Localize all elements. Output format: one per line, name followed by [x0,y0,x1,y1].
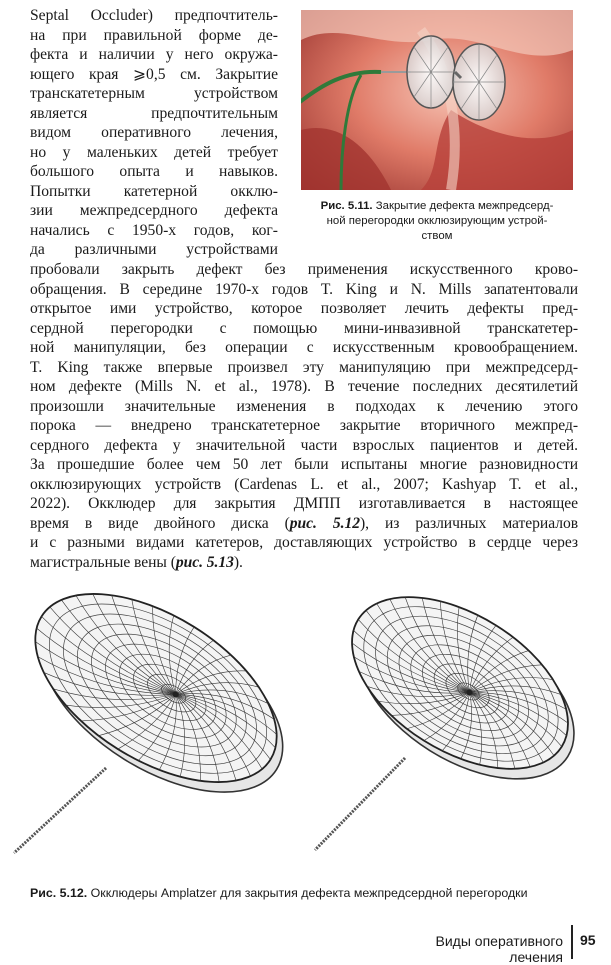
occluder-disc [315,588,585,850]
figure-5-12-label: Рис. 5.12. [30,886,88,900]
page-number: 95 [580,932,596,948]
figure-5-11-caption [297,199,577,244]
text-line: окклюзирующих устройств (Cardenas L. et al., 2007; Kashyap T. et al., [30,475,578,493]
text-line: сердной перегородки с помощью мини-инвазивной транскатетер- [30,319,578,337]
figure-5-11-heart-occluder-image [301,10,573,190]
footer-divider [571,925,573,959]
caption-line: Закрытие дефекта межпредсерд- [372,200,554,212]
text-line: T. King также впервые произвел эту манипуляцию при межпредсерд- [30,358,578,376]
text-line: сердного дефекта у значительной части взрослых пациентов и детей. [30,436,578,454]
text-line: Попытки катетерной окклю- [30,182,278,200]
text-line: транскатетерным устройством [30,85,278,102]
text-fragment: ), из различных материалов [359,514,579,532]
figure-5-12-occluder-right-image [295,588,585,868]
body-text-left-column [30,6,278,260]
text-line: открытое ими устройство, которое позволяет лечить дефекты пред- [30,300,578,317]
text-line: Septal Occluder) предпочтитель- [30,7,278,24]
text-line: пробовали закрыть дефект без применения искусственного крово- [30,261,578,278]
figure-reference: рис. 5.13 [175,553,234,571]
text-fragment: ). [233,553,243,571]
text-line: видом оперативного лечения, [30,124,278,141]
caption-line: ной перегородки окклюзирующим устрой- [326,215,548,227]
figure-5-12-caption-text: Окклюдеры Amplatzer для закрытия дефекта межпредсердной перегородки [87,886,528,900]
text-line: ющего края ⩾0,5 см. Закрытие [30,65,278,83]
text-fragment: время в виде двойного диска ( [30,514,290,532]
text-line: на при правильной форме де- [30,26,278,44]
text-line [30,514,578,534]
figure-reference: рис. 5.12 [289,514,360,532]
caption-line: ством [421,230,453,242]
text-line: начались с 1950-х годов, ког- [30,221,278,239]
figure-5-12-occluder-left-image [6,588,291,868]
text-line: обращения. В середине 1970-х годов T. King и N. Mills запатентовали [30,280,578,298]
text-line: 2022). Окклюдер для закрытия ДМПП изготавливается в настоящее [30,495,578,512]
figure-5-12-caption [30,885,590,901]
running-footer-section-title: Виды оперативного лечения [435,933,563,965]
text-line: большого опыта и навыков. [30,163,278,180]
text-line: да различными устройствами [30,241,278,258]
text-line: произошли значительные изменения в подходах к лечению этого [30,397,578,415]
text-line: фекта и наличии у него окружа- [30,46,278,63]
body-text-main [30,260,578,572]
occluder-disc [6,588,291,853]
figure-5-11-label: Рис. 5.11. [320,200,373,212]
text-line: За прошедшие более чем 50 лет были испытаны многие разновидности [30,456,578,473]
text-line: ном дефекте (Mills N. et al., 1978). В течение последних десятилетий [30,378,578,395]
text-line: ной манипуляции, без операции с искусственным кровообращением. [30,339,578,356]
text-line [30,553,578,573]
text-line: но у маленьких детей требует [30,143,278,161]
text-line: порока — внедрено транскатетерное закрытие вторичного межпред- [30,417,578,434]
text-line: является предпочтительным [30,104,278,122]
text-line: зии межпредсердного дефекта [30,202,278,219]
text-fragment: магистральные вены ( [30,553,176,571]
text-line: и с разными видами катетеров, доставляющих устройство в сердце через [30,534,578,551]
